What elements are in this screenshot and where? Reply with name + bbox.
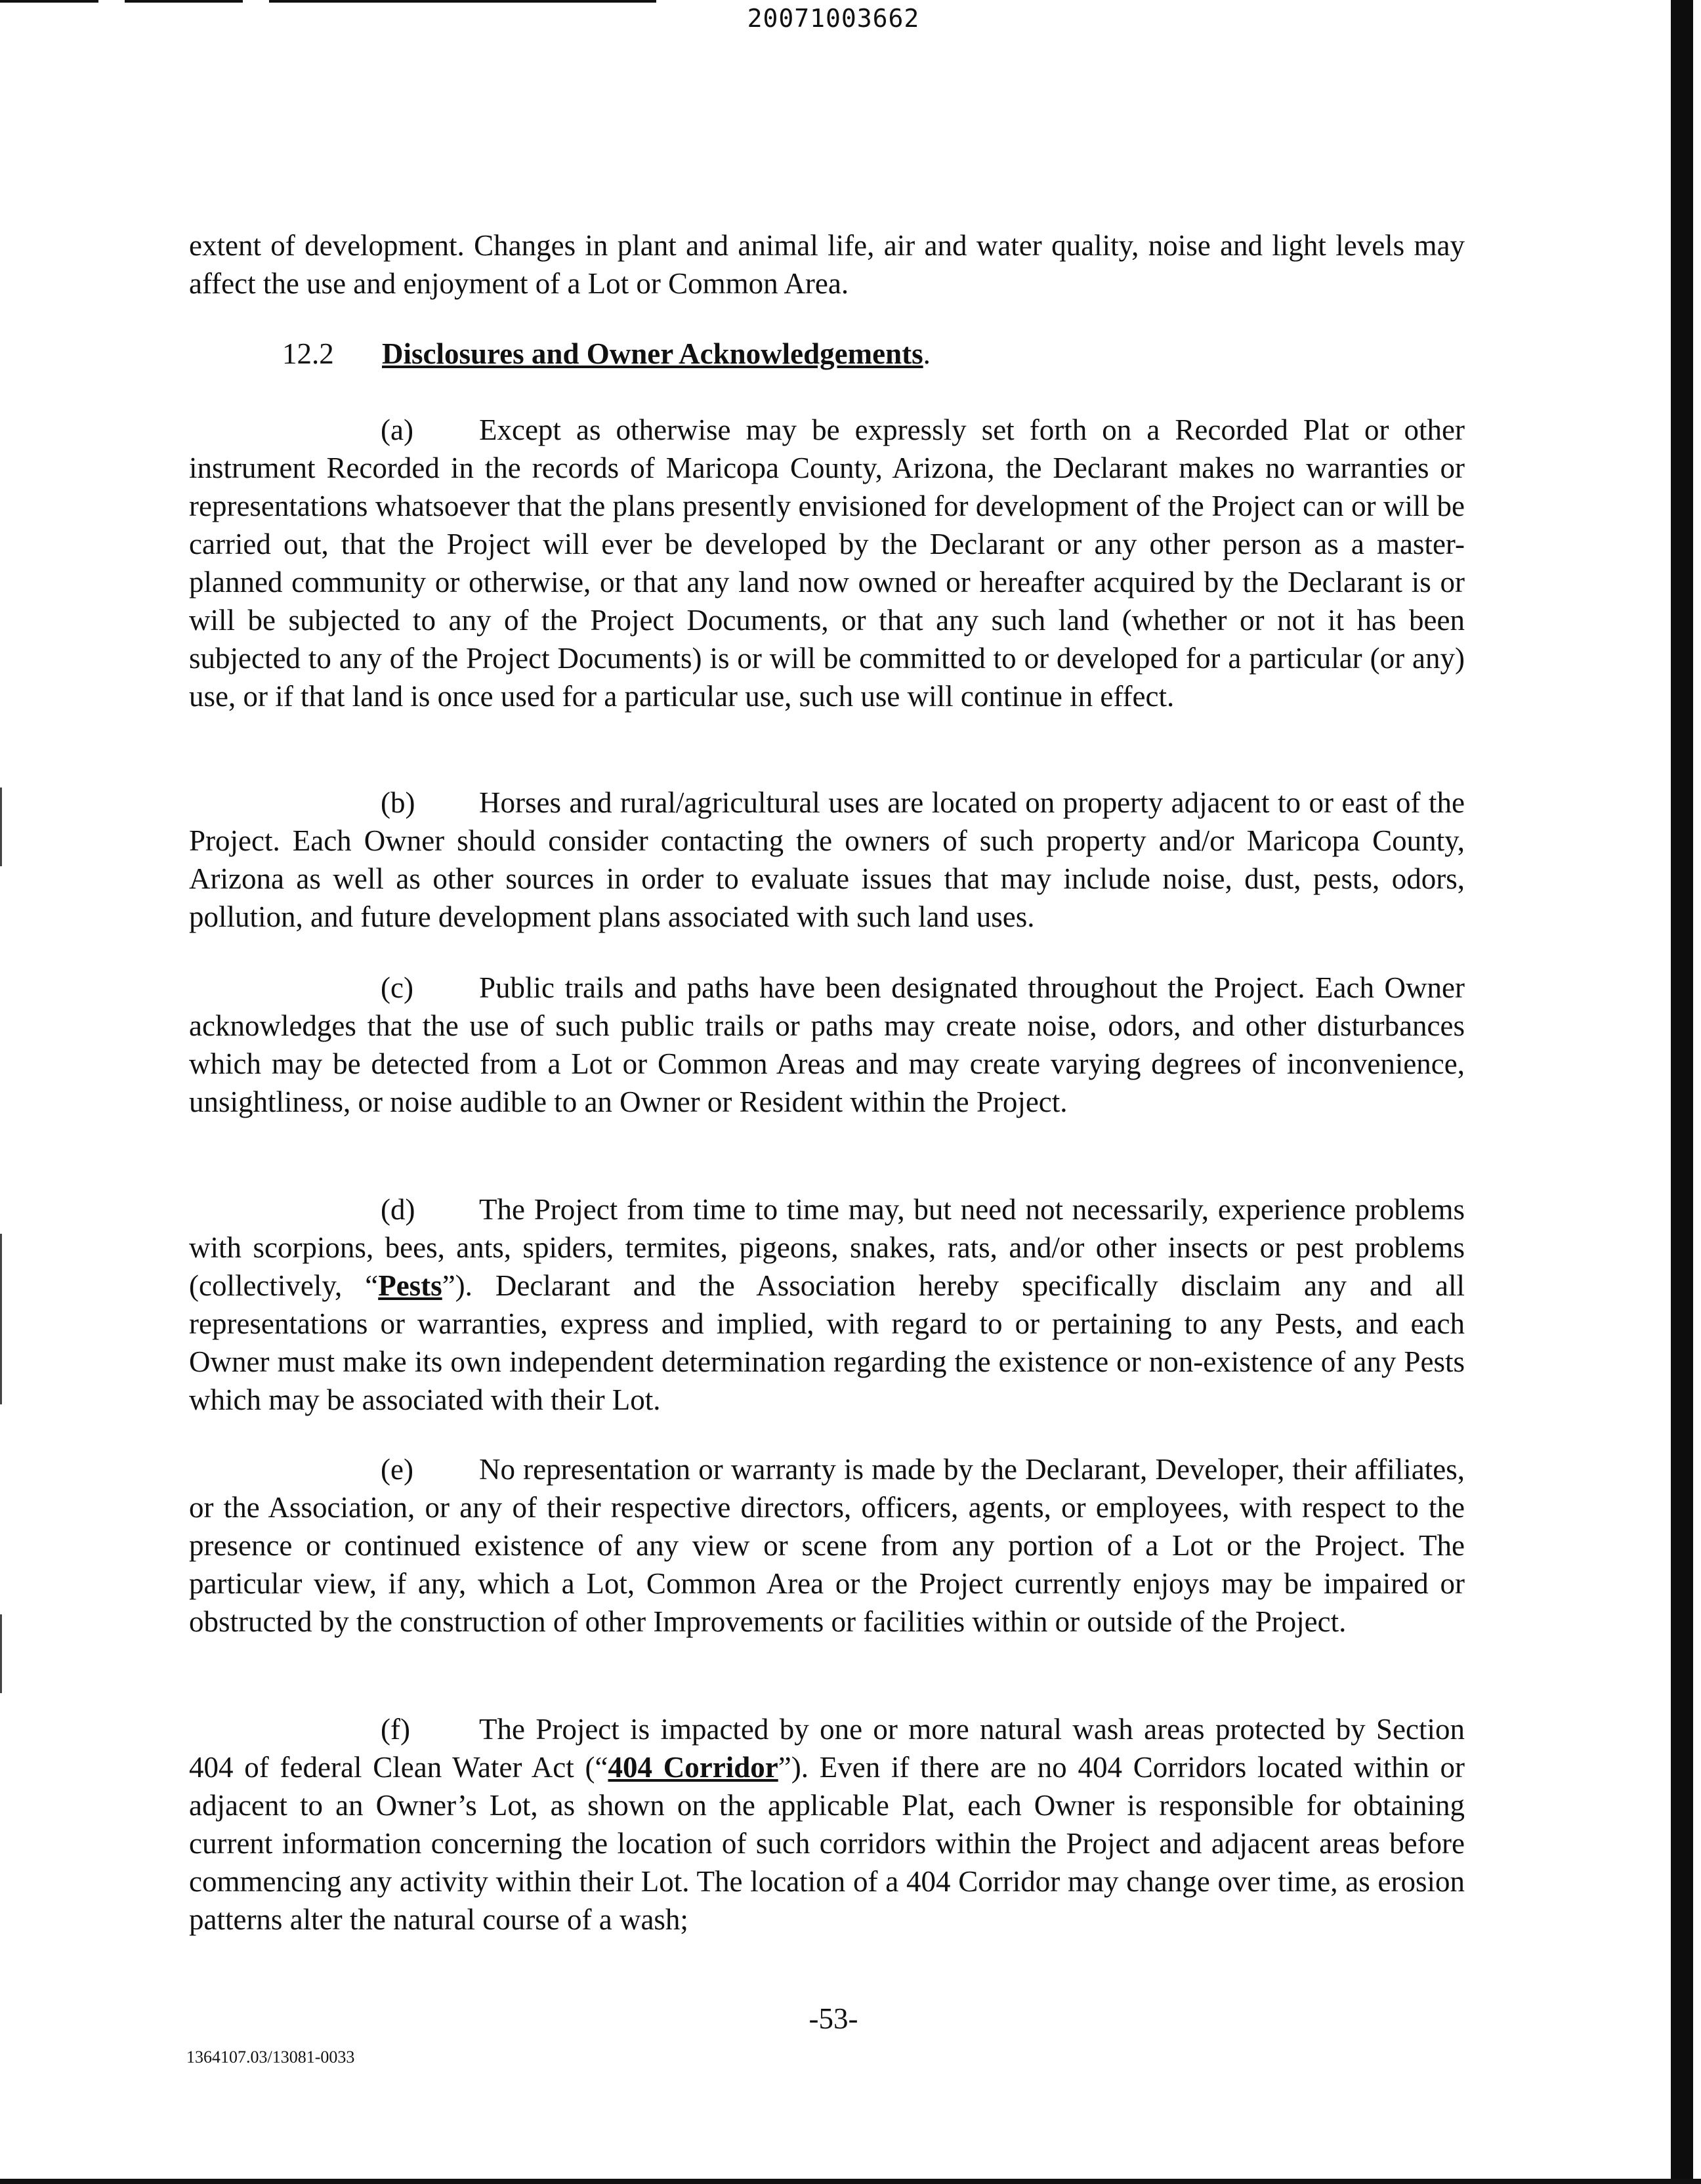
paragraph-label: (f) — [381, 1713, 410, 1746]
scan-right-border — [1671, 0, 1693, 2184]
section-heading — [282, 335, 931, 373]
paragraph-text-after: ”). Declarant and the Association hereby specifically disclaim any and all representations or warranties, express and implied, with regard to or pertaining to any Pests, and each Owner must make its own independent determination regarding the existence or non-existence of any Pests which may be associated with their Lot. — [189, 1269, 1465, 1416]
scan-bottom-border — [0, 2179, 1701, 2184]
paragraph-label: (e) — [381, 1453, 413, 1486]
paragraph-a — [189, 411, 1465, 715]
paragraph-text-before: The Project is impacted by one or more natural wash areas protected by Section 404 of federal Clean Water Act (“ — [189, 1713, 1465, 1784]
intro-paragraph — [189, 226, 1465, 303]
paragraph-text-after: ”). Even if there are no 404 Corridors located within or adjacent to an Owner’s Lot, as shown on the applicable Plat, each Owner is responsible for obtaining current information concerning the location of such corridors within the Project and adjacent areas before commencing any activity within their Lot. The location of a 404 Corridor may change over time, as erosion patterns alter the natural course of a wash; — [189, 1751, 1465, 1936]
paragraph-e — [189, 1450, 1465, 1641]
intro-text: extent of development. Changes in plant and animal life, air and water quality, noise and light levels may affect the use and enjoyment of a Lot or Common Area. — [189, 229, 1465, 300]
paragraph-text-before: The Project from time to time may, but need not necessarily, experience problems with scorpions, bees, ants, spiders, termites, pigeons, snakes, rats, and/or other insects or pest problems (collectively, “ — [189, 1193, 1465, 1302]
top-rule-segment — [269, 0, 656, 3]
paragraph-text: No representation or warranty is made by the Declarant, Developer, their affiliates, or the Association, or any of their respective directors, officers, agents, or employees, with respect to the presence or continued existence of any view or scene from any portion of a Lot or the Project. The particular view, if any, which a Lot, Common Area or the Project currently enjoys may be impaired or obstructed by the construction of other Improvements or facilities within or outside of the Project. — [189, 1453, 1465, 1638]
paragraph-label: (d) — [381, 1193, 415, 1226]
paragraph-label: (a) — [381, 413, 413, 446]
top-rule-segment — [0, 0, 98, 3]
paragraph-text: Public trails and paths have been designated throughout the Project. Each Owner acknowledges that the use of such public trails or paths may create noise, odors, and other disturbances which may be detected from a Lot or Common Areas and may create varying degrees of inconvenience, unsightliness, or noise audible to an Owner or Resident within the Project. — [189, 971, 1465, 1118]
section-title-period: . — [923, 337, 931, 370]
top-rule-segment — [125, 0, 243, 3]
paragraph-label: (c) — [381, 971, 413, 1004]
section-title: Disclosures and Owner Acknowledgements — [382, 337, 923, 370]
scan-left-mark — [0, 1614, 2, 1693]
document-id: 1364107.03/13081-0033 — [186, 2048, 355, 2067]
paragraph-label: (b) — [381, 786, 415, 819]
paragraph-text: Except as otherwise may be expressly set forth on a Recorded Plat or other instrument Recorded in the records of Maricopa County, Arizona, the Declarant makes no warranties or representations whatsoever that the plans presently envisioned for development of the Project can or will be carried out, that the Project will ever be developed by the Declarant or any other person as a master-planned community or otherwise, or that any land now owned or hereafter acquired by the Declarant is or will be subjected to any of the Project Documents, or that any such land (whether or not it has been subjected to any of the Project Documents) is or will be committed to or developed for a particular (or any) use, or if that land is once used for a particular use, such use will continue in effect. — [189, 413, 1465, 713]
defined-term-pests: Pests — [378, 1269, 442, 1302]
paragraph-f — [189, 1710, 1465, 1939]
scan-left-mark — [0, 1234, 2, 1404]
paragraph-d — [189, 1190, 1465, 1419]
section-number: 12.2 — [282, 337, 334, 370]
page-number: -53- — [808, 2002, 858, 2035]
paragraph-c — [189, 969, 1465, 1121]
paragraph-text: Horses and rural/agricultural uses are located on property adjacent to or east of the Project. Each Owner should consider contacting the owners of such property and/or Maricopa County, Arizona as well as other sources in order to evaluate issues that may include noise, dust, pests, odors, pollution, and future development plans associated with such land uses. — [189, 786, 1465, 933]
defined-term-404-corridor: 404 Corridor — [608, 1751, 778, 1784]
paragraph-b — [189, 784, 1465, 936]
recording-number: 20071003662 — [747, 4, 920, 33]
scan-left-mark — [0, 788, 2, 866]
